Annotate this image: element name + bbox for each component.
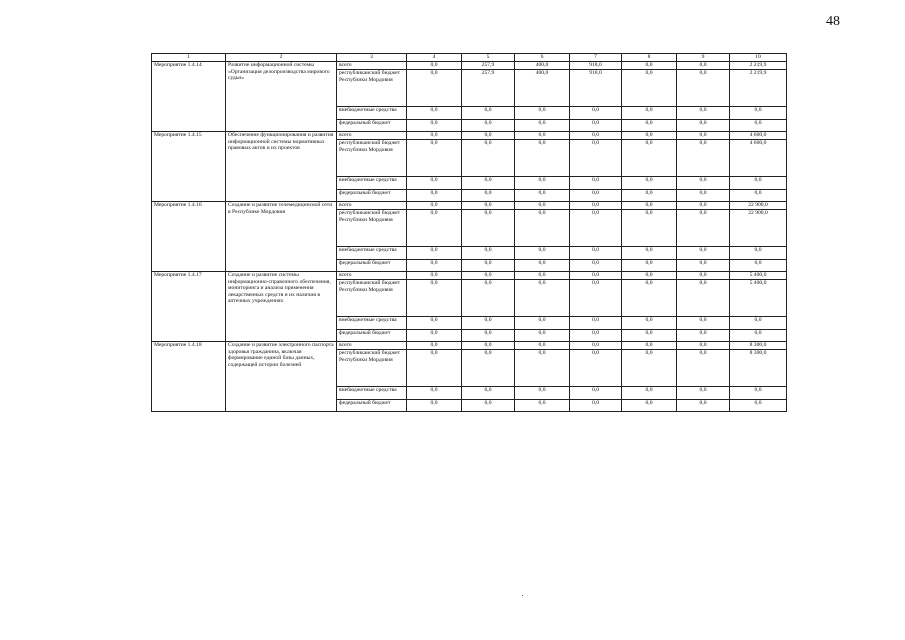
value-cell: 0,0 — [570, 387, 622, 400]
table-row — [152, 62, 787, 70]
value-cell: 0,0 — [515, 140, 570, 177]
funding-source: республиканский бюджет Республики Мордовия — [337, 280, 407, 317]
value-cell: 0,0 — [407, 272, 462, 280]
value-cell: 0,0 — [622, 330, 677, 342]
value-cell: 400,0 — [515, 70, 570, 107]
value-cell: 0,0 — [462, 260, 515, 272]
header-cell: 8 — [622, 54, 677, 62]
value-cell: 0,0 — [622, 70, 677, 107]
funding-source: внебюджетные средства — [337, 317, 407, 330]
value-cell: 0,0 — [515, 132, 570, 140]
measure-name: Создание и развитие системы информационно-справочного обеспечения, мониторинга и анализа применения лекарственных средств и их наличия в аптечных учреждениях — [226, 272, 337, 342]
scan-speck — [522, 595, 523, 596]
value-cell: 5 400,0 — [730, 280, 787, 317]
value-cell: 0,0 — [407, 350, 462, 387]
value-cell: 0,0 — [407, 387, 462, 400]
value-cell: 0,0 — [515, 317, 570, 330]
value-cell: 0,0 — [570, 140, 622, 177]
value-cell: 0,0 — [462, 330, 515, 342]
value-cell: 0,0 — [462, 120, 515, 132]
value-cell: 0,0 — [407, 342, 462, 350]
funding-source: всего — [337, 202, 407, 210]
value-cell: 2 219,9 — [730, 70, 787, 107]
value-cell: 0,0 — [462, 190, 515, 202]
value-cell: 0,0 — [515, 120, 570, 132]
funding-source: внебюджетные средства — [337, 387, 407, 400]
value-cell: 22 900,0 — [730, 202, 787, 210]
funding-source: республиканский бюджет Республики Мордовия — [337, 210, 407, 247]
value-cell: 0,0 — [677, 260, 730, 272]
value-cell: 400,0 — [515, 62, 570, 70]
value-cell: 0,0 — [730, 107, 787, 120]
value-cell: 0,0 — [622, 107, 677, 120]
value-cell: 0,0 — [677, 70, 730, 107]
value-cell: 0,0 — [677, 342, 730, 350]
value-cell: 0,0 — [515, 280, 570, 317]
value-cell: 0,0 — [407, 400, 462, 412]
value-cell: 0,0 — [730, 190, 787, 202]
funding-source: всего — [337, 62, 407, 70]
value-cell: 0,0 — [677, 120, 730, 132]
value-cell: 4 600,0 — [730, 132, 787, 140]
value-cell: 0,0 — [407, 70, 462, 107]
value-cell: 0,0 — [677, 177, 730, 190]
value-cell: 0,0 — [622, 132, 677, 140]
funding-source: всего — [337, 342, 407, 350]
value-cell: 0,0 — [730, 247, 787, 260]
value-cell: 0,0 — [677, 202, 730, 210]
value-cell: 0,0 — [677, 140, 730, 177]
header-cell: 9 — [677, 54, 730, 62]
value-cell: 0,0 — [570, 202, 622, 210]
value-cell: 0,0 — [677, 107, 730, 120]
header-cell: 1 — [152, 54, 226, 62]
funding-source: республиканский бюджет Республики Мордовия — [337, 350, 407, 387]
table-body — [152, 54, 787, 412]
value-cell: 0,0 — [570, 177, 622, 190]
value-cell: 0,0 — [462, 140, 515, 177]
value-cell: 0,0 — [407, 62, 462, 70]
value-cell: 4 600,0 — [730, 140, 787, 177]
value-cell: 0,0 — [570, 330, 622, 342]
value-cell: 0,0 — [622, 210, 677, 247]
value-cell: 0,0 — [407, 247, 462, 260]
header-cell: 5 — [462, 54, 515, 62]
value-cell: 0,0 — [407, 177, 462, 190]
value-cell: 0,0 — [622, 62, 677, 70]
value-cell: 0,0 — [515, 387, 570, 400]
value-cell: 0,0 — [677, 132, 730, 140]
value-cell: 0,0 — [515, 330, 570, 342]
measure-id: Мероприятие 1.4.18 — [152, 342, 226, 412]
value-cell: 0,0 — [462, 210, 515, 247]
measure-id: Мероприятие 1.4.17 — [152, 272, 226, 342]
funding-source: федеральный бюджет — [337, 400, 407, 412]
value-cell: 0,0 — [570, 280, 622, 317]
value-cell: 0,0 — [515, 342, 570, 350]
header-cell: 3 — [337, 54, 407, 62]
value-cell: 918,0 — [570, 70, 622, 107]
table-row — [152, 132, 787, 140]
value-cell: 0,0 — [677, 387, 730, 400]
value-cell: 0,0 — [622, 177, 677, 190]
header-cell: 7 — [570, 54, 622, 62]
value-cell: 5 400,0 — [730, 272, 787, 280]
header-cell: 2 — [226, 54, 337, 62]
measure-name: Создание и развитие телемедицинской сети в Республике Мордовия — [226, 202, 337, 272]
value-cell: 0,0 — [677, 62, 730, 70]
value-cell: 8 300,0 — [730, 342, 787, 350]
value-cell: 0,0 — [570, 400, 622, 412]
value-cell: 0,0 — [515, 107, 570, 120]
funding-source: федеральный бюджет — [337, 120, 407, 132]
value-cell: 0,0 — [407, 317, 462, 330]
value-cell: 0,0 — [570, 107, 622, 120]
value-cell: 0,0 — [462, 400, 515, 412]
measure-name: Обеспечение функционирования и развития информационной системы нормативных правовых актов и их проектов — [226, 132, 337, 202]
value-cell: 0,0 — [570, 350, 622, 387]
funding-source: федеральный бюджет — [337, 190, 407, 202]
value-cell: 0,0 — [622, 202, 677, 210]
value-cell: 0,0 — [515, 247, 570, 260]
measure-name: Развитие информационной системы «Организация делопроизводства мирового судьи» — [226, 62, 337, 132]
value-cell: 257,9 — [462, 62, 515, 70]
value-cell: 0,0 — [730, 177, 787, 190]
table-row — [152, 202, 787, 210]
header-cell: 4 — [407, 54, 462, 62]
value-cell: 0,0 — [622, 120, 677, 132]
value-cell: 0,0 — [515, 272, 570, 280]
value-cell: 0,0 — [462, 107, 515, 120]
value-cell: 0,0 — [570, 272, 622, 280]
value-cell: 0,0 — [407, 330, 462, 342]
value-cell: 0,0 — [622, 387, 677, 400]
value-cell: 0,0 — [622, 260, 677, 272]
value-cell: 0,0 — [677, 280, 730, 317]
value-cell: 0,0 — [462, 317, 515, 330]
funding-source: внебюджетные средства — [337, 107, 407, 120]
value-cell: 0,0 — [730, 387, 787, 400]
value-cell: 0,0 — [407, 260, 462, 272]
value-cell: 0,0 — [462, 202, 515, 210]
value-cell: 0,0 — [730, 120, 787, 132]
value-cell: 0,0 — [730, 400, 787, 412]
value-cell: 0,0 — [677, 317, 730, 330]
funding-source: внебюджетные средства — [337, 247, 407, 260]
measure-id: Мероприятие 1.4.15 — [152, 132, 226, 202]
funding-source: республиканский бюджет Республики Мордовия — [337, 140, 407, 177]
value-cell: 0,0 — [462, 177, 515, 190]
value-cell: 0,0 — [570, 210, 622, 247]
funding-source: федеральный бюджет — [337, 330, 407, 342]
table-row — [152, 342, 787, 350]
value-cell: 0,0 — [407, 210, 462, 247]
value-cell: 0,0 — [677, 330, 730, 342]
value-cell: 0,0 — [570, 260, 622, 272]
value-cell: 0,0 — [515, 202, 570, 210]
budget-table — [151, 53, 787, 412]
value-cell: 0,0 — [462, 247, 515, 260]
value-cell: 8 300,0 — [730, 350, 787, 387]
header-cell: 10 — [730, 54, 787, 62]
value-cell: 0,0 — [570, 317, 622, 330]
value-cell: 0,0 — [570, 190, 622, 202]
value-cell: 0,0 — [570, 132, 622, 140]
value-cell: 0,0 — [515, 210, 570, 247]
funding-source: всего — [337, 272, 407, 280]
value-cell: 0,0 — [622, 247, 677, 260]
value-cell: 0,0 — [407, 132, 462, 140]
value-cell: 0,0 — [515, 260, 570, 272]
value-cell: 0,0 — [407, 107, 462, 120]
funding-source: федеральный бюджет — [337, 260, 407, 272]
value-cell: 0,0 — [407, 140, 462, 177]
value-cell: 0,0 — [570, 247, 622, 260]
value-cell: 0,0 — [515, 400, 570, 412]
value-cell: 0,0 — [407, 190, 462, 202]
value-cell: 0,0 — [677, 190, 730, 202]
value-cell: 0,0 — [677, 350, 730, 387]
value-cell: 0,0 — [570, 120, 622, 132]
value-cell: 0,0 — [730, 260, 787, 272]
table-row — [152, 272, 787, 280]
value-cell: 0,0 — [462, 280, 515, 317]
value-cell: 22 900,0 — [730, 210, 787, 247]
value-cell: 0,0 — [462, 272, 515, 280]
value-cell: 0,0 — [407, 280, 462, 317]
measure-name: Создание и развитие электронного паспорта здоровья гражданина, включая формирование единой базы данных, содержащей истории болезней — [226, 342, 337, 412]
value-cell: 0,0 — [570, 342, 622, 350]
page-number: 48 — [826, 14, 840, 29]
value-cell: 0,0 — [462, 342, 515, 350]
value-cell: 0,0 — [515, 190, 570, 202]
value-cell: 0,0 — [622, 317, 677, 330]
value-cell: 0,0 — [462, 350, 515, 387]
funding-source: всего — [337, 132, 407, 140]
value-cell: 0,0 — [622, 190, 677, 202]
header-row — [152, 54, 787, 62]
value-cell: 0,0 — [677, 247, 730, 260]
value-cell: 0,0 — [622, 350, 677, 387]
value-cell: 0,0 — [622, 272, 677, 280]
value-cell: 0,0 — [407, 120, 462, 132]
funding-source: внебюджетные средства — [337, 177, 407, 190]
value-cell: 0,0 — [515, 350, 570, 387]
measure-id: Мероприятие 1.4.14 — [152, 62, 226, 132]
value-cell: 0,0 — [730, 330, 787, 342]
value-cell: 0,0 — [677, 400, 730, 412]
header-cell: 6 — [515, 54, 570, 62]
measure-id: Мероприятие 1.4.16 — [152, 202, 226, 272]
value-cell: 2 219,9 — [730, 62, 787, 70]
value-cell: 0,0 — [622, 280, 677, 317]
value-cell: 0,0 — [730, 317, 787, 330]
value-cell: 918,0 — [570, 62, 622, 70]
funding-source: республиканский бюджет Республики Мордовия — [337, 70, 407, 107]
value-cell: 0,0 — [677, 272, 730, 280]
value-cell: 0,0 — [622, 342, 677, 350]
value-cell: 0,0 — [622, 400, 677, 412]
value-cell: 0,0 — [462, 387, 515, 400]
value-cell: 0,0 — [462, 132, 515, 140]
value-cell: 0,0 — [677, 210, 730, 247]
value-cell: 257,9 — [462, 70, 515, 107]
value-cell: 0,0 — [515, 177, 570, 190]
value-cell: 0,0 — [622, 140, 677, 177]
value-cell: 0,0 — [407, 202, 462, 210]
